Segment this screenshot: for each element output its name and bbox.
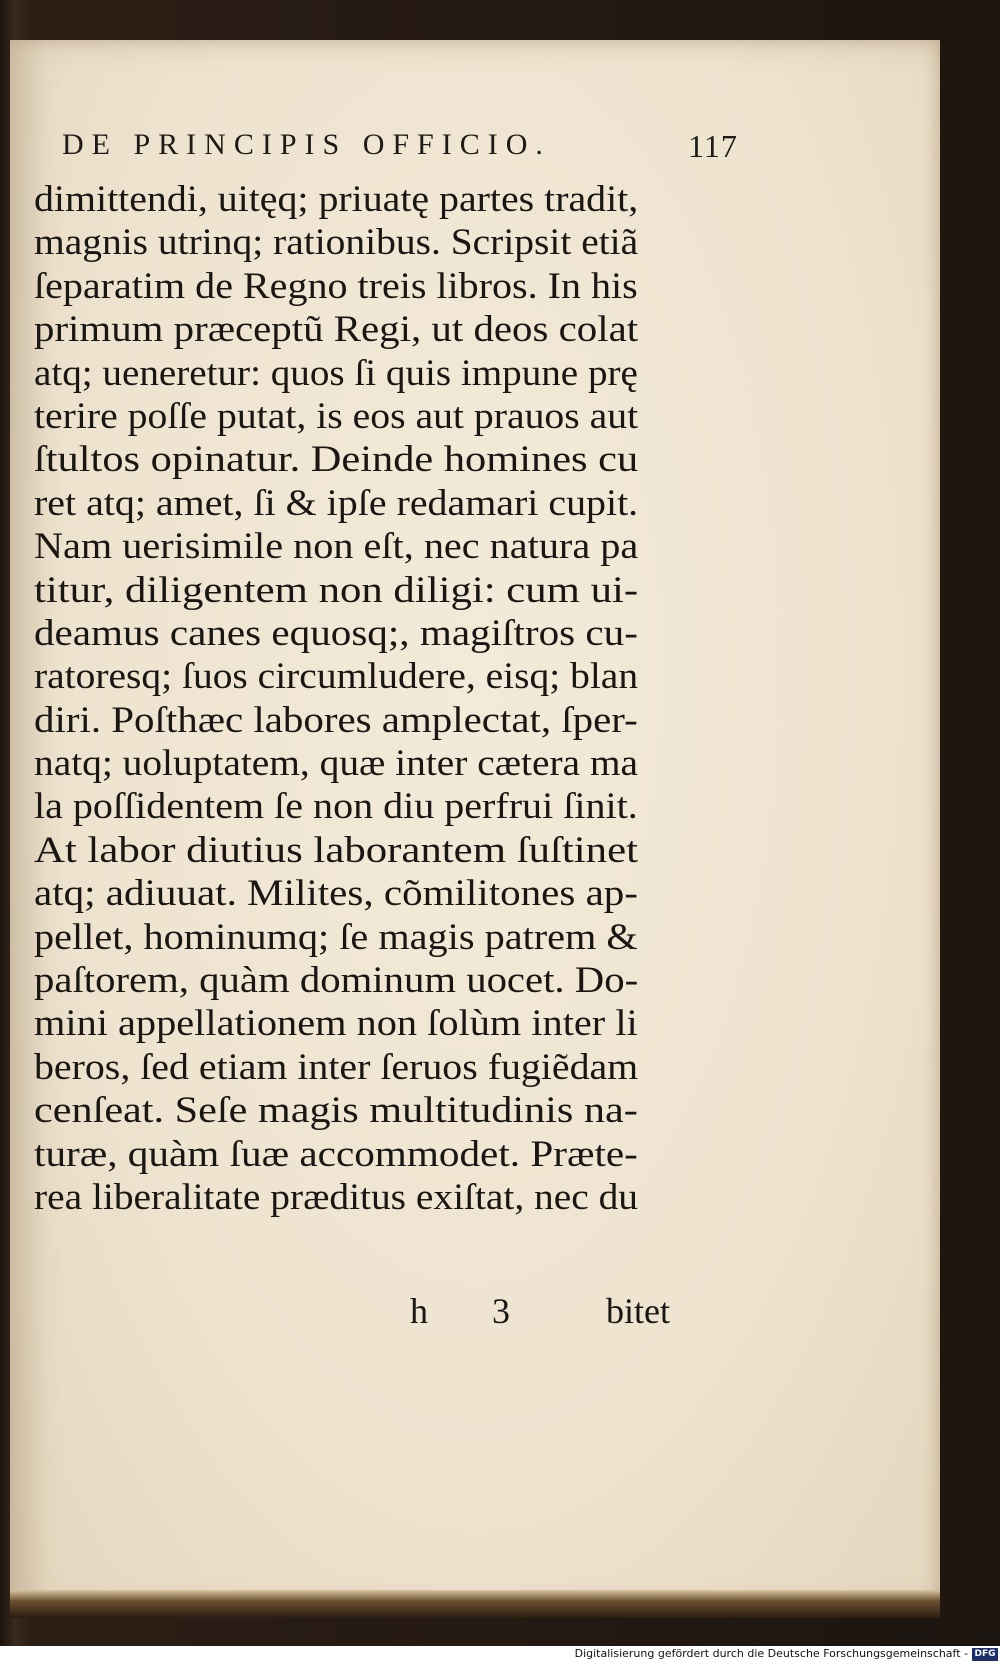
text-line: ſeparatim de Regno treis libros. In his [34, 265, 638, 307]
text-line: magnis utrinq; rationibus. Scripsit etiã [34, 222, 639, 264]
text-line: diri. Poſthæc labores amplectat, ſper- [34, 699, 638, 741]
signature-mark: h [410, 1291, 428, 1331]
page-number: 117 [688, 128, 738, 164]
text-line: paſtorem, quàm dominum uocet. Do- [34, 960, 639, 1002]
text-line: ret atq; amet, ſi & ipſe redamari cupit. [34, 482, 639, 524]
text-line: Nam uerisimile non eſt, nec natura pa [34, 526, 639, 568]
text-line: atq; ueneretur: quos ſi quis impune prę [34, 352, 638, 394]
running-title: DE PRINCIPIS OFFICIO. [62, 128, 551, 161]
text-line: turæ, quàm ſuæ accommodet. Præte- [34, 1133, 638, 1175]
text-line: la poſſidentem ſe non diu perfrui ſinit. [34, 786, 638, 828]
text-line: titur, diligentem non diligi: cum ui- [34, 569, 639, 611]
text-line: atq; adiuuat. Milites, cõmilitones ap- [34, 873, 638, 915]
text-line: beros, ſed etiam inter ſeruos fugiẽdam [34, 1046, 639, 1088]
text-line: primum præceptũ Regi, ut deos colat [34, 309, 639, 351]
text-line: deamus canes equosq;, magiſtros cu- [34, 612, 638, 654]
text-line: rea liberalitate præditus exiſtat, nec du [34, 1176, 638, 1218]
page-edge [10, 1590, 940, 1618]
dfg-logo: DFG [972, 1648, 998, 1661]
catchword: bitet [606, 1291, 670, 1331]
text-line: pellet, hominumq; ſe magis patrem & [34, 916, 638, 958]
signature-number: 3 [492, 1291, 510, 1331]
text-line: terire poſſe putat, is eos aut prauos aut [34, 395, 639, 437]
text-line: natq; uoluptatem, quæ inter cætera ma [34, 743, 639, 785]
text-line: ratoresq; ſuos circumludere, eisq; blan [34, 656, 639, 698]
digitization-credit: Digitalisierung gefördert durch die Deutsche Forschungsgemeinschaft - [574, 1647, 968, 1660]
text-line: mini appellationem non ſolùm inter li [34, 1003, 638, 1045]
text-line: cenſeat. Seſe magis multitudinis na- [34, 1090, 638, 1132]
text-line: ſtultos opinatur. Deinde homines cu [34, 439, 639, 481]
text-line: dimittendi, uitęq; priuatę partes tradit, [34, 179, 639, 220]
text-line: At labor diutius laborantem ſuſtinet [34, 829, 638, 871]
text-block [34, 178, 734, 1219]
running-head [62, 128, 752, 176]
